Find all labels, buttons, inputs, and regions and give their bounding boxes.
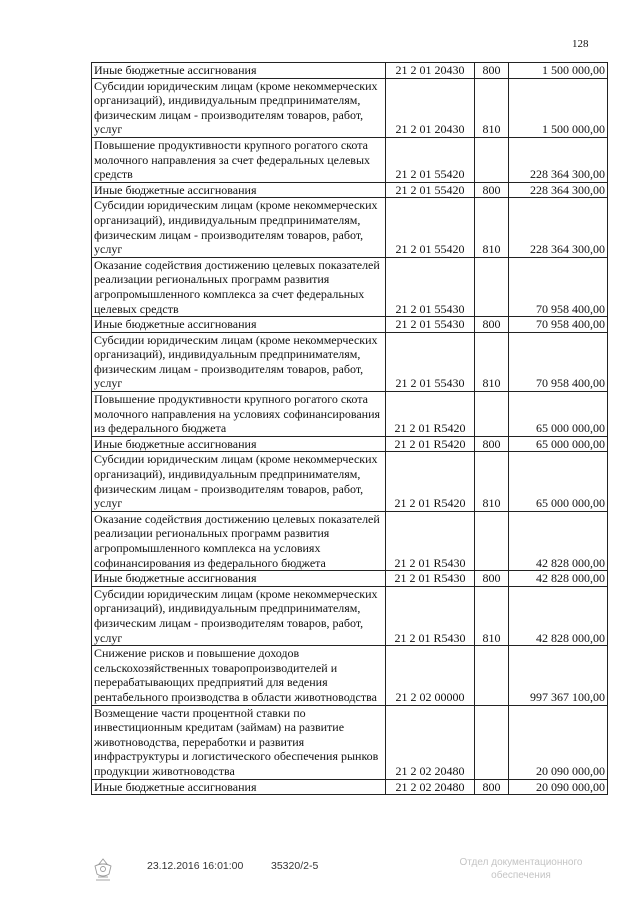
table-row	[92, 332, 608, 391]
table-row	[92, 436, 608, 452]
watermark-stamp	[446, 856, 596, 882]
row-sum: 20 090 000,00	[509, 705, 608, 779]
table-row	[92, 779, 608, 795]
row-sum: 65 000 000,00	[509, 436, 608, 452]
row-code: 21 2 01 R5430	[386, 571, 475, 587]
table-row	[92, 182, 608, 198]
row-name: Иные бюджетные ассигнования	[92, 571, 386, 587]
row-code: 21 2 01 55420	[386, 137, 475, 182]
row-sum: 42 828 000,00	[509, 511, 608, 570]
row-sum: 42 828 000,00	[509, 586, 608, 645]
row-code: 21 2 02 20480	[386, 779, 475, 795]
row-name: Субсидии юридическим лицам (кроме некоммерческих организаций), индивидуальным предпринимателям, физическим лицам - производителям товаров, работ, услуг	[92, 78, 386, 137]
page-number: 128	[572, 38, 589, 50]
row-name: Субсидии юридическим лицам (кроме некоммерческих организаций), индивидуальным предпринимателям, физическим лицам - производителям товаров, работ, услуг	[92, 332, 386, 391]
row-name: Иные бюджетные ассигнования	[92, 317, 386, 333]
row-type	[475, 257, 509, 316]
row-type: 800	[475, 571, 509, 587]
row-sum: 228 364 300,00	[509, 137, 608, 182]
row-type	[475, 646, 509, 705]
emblem-icon	[88, 856, 118, 886]
table-row	[92, 571, 608, 587]
row-type: 810	[475, 332, 509, 391]
footer-date: 23.12.2016 16:01:00	[147, 860, 244, 872]
row-sum: 997 367 100,00	[509, 646, 608, 705]
row-code: 21 2 01 55430	[386, 317, 475, 333]
row-name: Субсидии юридическим лицам (кроме некоммерческих организаций), индивидуальным предпринимателям, физическим лицам - производителям товаров, работ, услуг	[92, 586, 386, 645]
row-name: Повышение продуктивности крупного рогатого скота молочного направления за счет федеральных целевых средств	[92, 137, 386, 182]
row-sum: 20 090 000,00	[509, 779, 608, 795]
table-row	[92, 511, 608, 570]
row-type: 800	[475, 436, 509, 452]
row-name: Повышение продуктивности крупного рогатого скота молочного направления на условиях софинансирования из федерального бюджета	[92, 392, 386, 437]
row-type: 810	[475, 586, 509, 645]
row-name: Оказание содействия достижению целевых показателей реализации региональных программ развития агропромышленного комплекса за счет федеральных целевых средств	[92, 257, 386, 316]
row-name: Иные бюджетные ассигнования	[92, 182, 386, 198]
row-sum: 42 828 000,00	[509, 571, 608, 587]
row-type	[475, 392, 509, 437]
row-type: 810	[475, 452, 509, 511]
table-row	[92, 392, 608, 437]
row-name: Снижение рисков и повышение доходов сельскохозяйственных товаропроизводителей и перерабатывающих предприятий для ведения рентабельного производства в области животноводства	[92, 646, 386, 705]
row-type: 800	[475, 779, 509, 795]
row-name: Оказание содействия достижению целевых показателей реализации региональных программ развития агропромышленного комплекса на условиях софинансирования из федерального бюджета	[92, 511, 386, 570]
row-name: Иные бюджетные ассигнования	[92, 436, 386, 452]
row-code: 21 2 02 00000	[386, 646, 475, 705]
table-row	[92, 705, 608, 779]
table-row	[92, 137, 608, 182]
row-type	[475, 511, 509, 570]
row-sum: 65 000 000,00	[509, 392, 608, 437]
table-row	[92, 317, 608, 333]
row-sum: 1 500 000,00	[509, 63, 608, 79]
page-footer	[0, 856, 640, 896]
row-name: Возмещение части процентной ставки по инвестиционным кредитам (займам) на развитие животноводства, переработки и развития инфраструктуры и логистического обеспечения рынков продукции животноводства	[92, 705, 386, 779]
row-code: 21 2 01 R5420	[386, 436, 475, 452]
row-code: 21 2 01 R5420	[386, 392, 475, 437]
row-type: 810	[475, 198, 509, 257]
row-code: 21 2 02 20480	[386, 705, 475, 779]
row-sum: 65 000 000,00	[509, 452, 608, 511]
table-row	[92, 452, 608, 511]
row-name: Иные бюджетные ассигнования	[92, 63, 386, 79]
table-row	[92, 257, 608, 316]
row-type: 800	[475, 182, 509, 198]
footer-doc-number: 35320/2-5	[271, 860, 319, 872]
watermark-line: Отдел документационного	[459, 857, 583, 868]
row-code: 21 2 01 R5430	[386, 511, 475, 570]
watermark-line: обеспечения	[491, 870, 551, 881]
row-code: 21 2 01 55420	[386, 198, 475, 257]
table-row	[92, 646, 608, 705]
row-sum: 228 364 300,00	[509, 182, 608, 198]
row-sum: 70 958 400,00	[509, 317, 608, 333]
budget-table	[91, 62, 608, 795]
table-row	[92, 586, 608, 645]
row-code: 21 2 01 55430	[386, 332, 475, 391]
row-code: 21 2 01 R5420	[386, 452, 475, 511]
table-row	[92, 198, 608, 257]
row-sum: 228 364 300,00	[509, 198, 608, 257]
row-type	[475, 137, 509, 182]
row-sum: 70 958 400,00	[509, 332, 608, 391]
row-code: 21 2 01 20430	[386, 78, 475, 137]
row-code: 21 2 01 R5430	[386, 586, 475, 645]
row-type: 810	[475, 78, 509, 137]
row-name: Иные бюджетные ассигнования	[92, 779, 386, 795]
row-sum: 1 500 000,00	[509, 78, 608, 137]
row-name: Субсидии юридическим лицам (кроме некоммерческих организаций), индивидуальным предпринимателям, физическим лицам - производителям товаров, работ, услуг	[92, 198, 386, 257]
row-code: 21 2 01 55430	[386, 257, 475, 316]
row-code: 21 2 01 20430	[386, 63, 475, 79]
row-name: Субсидии юридическим лицам (кроме некоммерческих организаций), индивидуальным предпринимателям, физическим лицам - производителям товаров, работ, услуг	[92, 452, 386, 511]
row-type: 800	[475, 317, 509, 333]
row-sum: 70 958 400,00	[509, 257, 608, 316]
row-type: 800	[475, 63, 509, 79]
row-type	[475, 705, 509, 779]
table-row	[92, 63, 608, 79]
table-row	[92, 78, 608, 137]
row-code: 21 2 01 55420	[386, 182, 475, 198]
